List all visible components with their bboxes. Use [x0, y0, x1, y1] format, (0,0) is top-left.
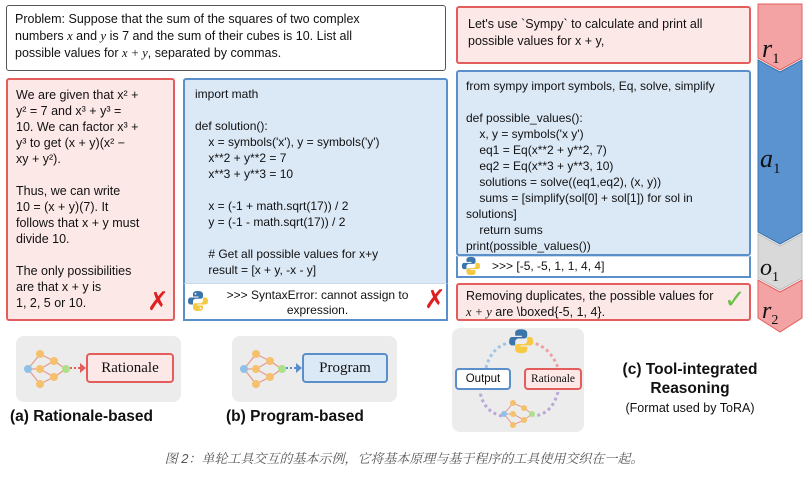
- rationale-paragraph-3: [16, 263, 165, 311]
- python-logo-icon: [461, 256, 481, 276]
- rationale-line: follows that x + y must: [16, 216, 140, 230]
- rationale-label-box: Rationale: [86, 353, 174, 383]
- panel-c-subtitle: (Format used by ToRA): [625, 401, 755, 415]
- rationale-line: The only possibilities: [16, 264, 132, 278]
- figure-caption: 图 2：单轮工具交互的基本示例，它将基本原理与基于程序的工具使用交织在一起。: [164, 451, 644, 466]
- label-r1: $r_1$: [762, 34, 780, 68]
- arrow-right-icon: [286, 362, 302, 374]
- problem-label: Problem:: [15, 12, 66, 26]
- label-r2: $r_2$: [762, 298, 779, 328]
- panel-b-title: (b) Program-based: [226, 408, 364, 425]
- label-a1: $a_1$: [760, 144, 781, 178]
- rationale-line: are that x + y is: [16, 280, 102, 294]
- cross-mark-icon: ✗: [424, 284, 446, 314]
- rationale-line: 1, 2, 5 or 10.: [16, 296, 87, 310]
- program-output: >>> SyntaxError: cannot assign to expression.: [183, 283, 448, 321]
- cross-mark-icon: ✗: [147, 286, 169, 316]
- tora-code: from sympy import symbols, Eq, solve, simplify def possible_values(): x, y = symbols('x y') eq1 = Eq(x**2 + y**2, 7) eq2 = Eq(x**3 + y**3, 10) solutions = solve((eq1,eq2), (x, y)) sums = [simplify(sol[0] + sol[1]) for sol in solutions] return sums print(possible_values()): [466, 79, 715, 253]
- neural-network-icon: [238, 346, 288, 392]
- python-logo-icon: [187, 290, 209, 312]
- rationale-line: We are given that x² +: [16, 88, 139, 102]
- tora-r1-box: Let's use `Sympy` to calculate and print all possible values for x + y,: [456, 6, 751, 64]
- rationale-line: y³ to get (x + y)(x² −: [16, 136, 126, 150]
- rationale-line: y² = 7 and x³ + y³ =: [16, 104, 122, 118]
- panel-a-title: (a) Rationale-based: [10, 408, 153, 425]
- rationale-paragraph-1: [16, 87, 165, 167]
- program-label-box: Program: [302, 353, 388, 383]
- neural-network-icon: [22, 346, 72, 392]
- panel-c-title: (c) Tool-integrated Reasoning: [622, 361, 758, 397]
- rationale-line: divide 10.: [16, 232, 70, 246]
- rationale-box: [6, 78, 175, 321]
- output-label-box: Output: [455, 368, 511, 390]
- rationale-paragraph-2: [16, 183, 165, 247]
- arrow-right-icon: [70, 362, 86, 374]
- tora-a1-box: [456, 70, 751, 256]
- rationale-label-box: Rationale: [524, 368, 582, 390]
- label-o1: $o_1$: [760, 255, 779, 285]
- tora-o1-output: >>> [-5, -5, 1, 1, 4, 4]: [456, 256, 751, 278]
- problem-box: Problem: Suppose that the sum of the squares of two complex numbers x and y is 7 and the sum of their cubes is 10. List all possible values for x + y, separated by commas.: [6, 5, 446, 71]
- tora-r2-box: Removing duplicates, the possible values for x + y are \boxed{-5, 1, 4}.: [456, 283, 751, 321]
- program-code: import math def solution(): x = symbols('x'), y = symbols('y') x**2 + y**2 = 7 x**3 + y**3 = 10 x = (-1 + math.sqrt(17)) / 2 y = (-1 - math.sqrt(17)) / 2 # Get all possible values for x+y result = [x + y, -x - y]: [195, 87, 380, 277]
- check-mark-icon: ✓: [724, 284, 746, 314]
- rationale-line: 10. We can factor x³ +: [16, 120, 139, 134]
- rationale-line: Thus, we can write: [16, 184, 121, 198]
- rationale-line: 10 = (x + y)(7). It: [16, 200, 109, 214]
- rationale-line: xy + y²).: [16, 152, 61, 166]
